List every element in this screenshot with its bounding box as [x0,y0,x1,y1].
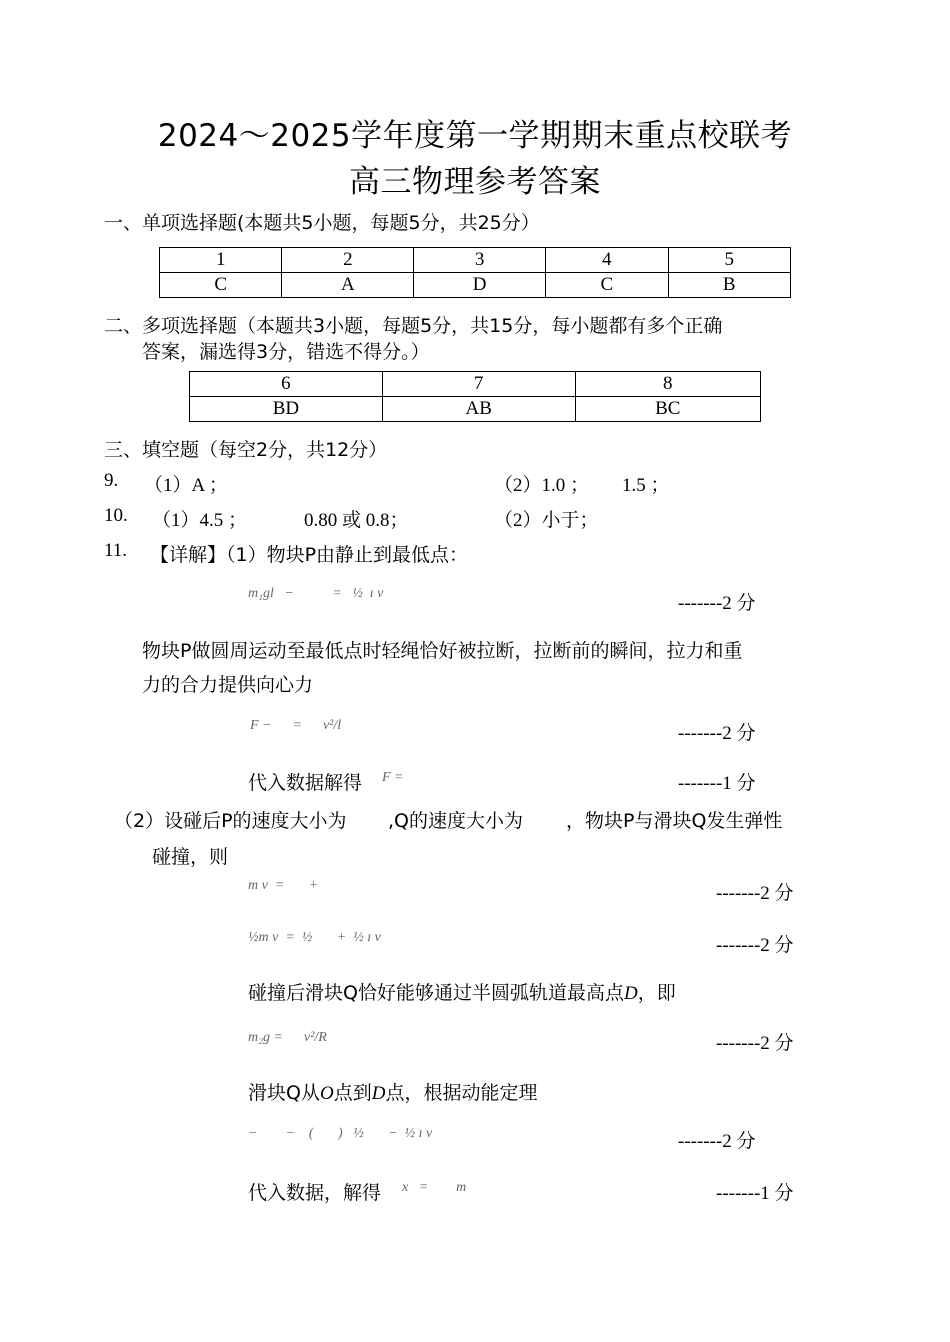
question-number: 5 [668,248,790,273]
q11-paragraph-1-line2: 力的合力提供向心力 [142,674,314,696]
formula-tension-result: F = [382,770,404,785]
section1-heading: 一、单项选择题(本题共5小题，每题5分，共25分） [104,212,540,234]
formula-energy-conservation: m₁gl − = ½ ı v [248,586,384,601]
score-mark: -------2 分 [678,723,756,744]
section3-heading: 三、填空题（每空2分，共12分） [104,439,388,461]
formula-top-point-condition: m₂g = v²/R [248,1030,327,1045]
question-number: 7 [382,372,575,397]
title-line-1: 2024～2025学年度第一学期期末重点校联考 [157,118,793,154]
point-o-label: O [319,1083,334,1104]
table-row [190,397,761,422]
q11-paragraph-3-end: ，即 [637,982,676,1004]
q11-substitute-1: 代入数据解得 [248,772,363,794]
q11-intro: 【详解】（1）物块P由静止到最低点： [150,544,469,566]
answer-cell: C [546,273,668,298]
q11-paragraph-4-c: 点，根据动能定理 [385,1082,538,1104]
score-mark: -------2 分 [716,935,794,956]
section2-heading-line1: 二、多项选择题（本题共3小题，每题5分，共15分，每小题都有多个正确 [104,315,723,337]
q11-paragraph-2-line1-c: ，物块P与滑块Q发生弹性 [566,810,783,832]
score-mark: -------2 分 [716,883,794,904]
question-number: 3 [414,248,546,273]
q10-part2: （2）小于； [494,510,599,531]
q10-part1-second-blank: 0.80 或 0.8； [304,510,409,531]
table-row [160,273,791,298]
q11-paragraph-2-line1-b: ,Q的速度大小为 [388,810,523,832]
q11-paragraph-4-b: 点到 [333,1082,372,1104]
score-mark: -------1 分 [716,1183,794,1204]
score-mark: -------2 分 [716,1033,794,1054]
formula-kinetic-energy-conservation: ½m v = ½ + ½ ı v [248,930,381,945]
answer-cell: AB [382,397,575,422]
score-mark: -------1 分 [678,773,756,794]
q9-part1: （1）A ； [144,475,228,496]
q9-number: 9. [104,470,119,491]
q11-paragraph-5: 代入数据，解得 [248,1182,382,1204]
question-number: 6 [190,372,383,397]
section2-answer-table [189,371,761,422]
question-number: 1 [160,248,282,273]
q9-part2: （2）1.0 ； [494,475,590,496]
question-number: 8 [575,372,760,397]
title-line-2: 高三物理参考答案 [349,164,601,200]
q11-paragraph-4-a: 滑块Q从 [248,1082,320,1104]
formula-centripetal-force: F − = v²/l [250,718,342,733]
q9-part2-second-blank: 1.5 ； [622,475,670,496]
answer-cell: A [282,273,414,298]
point-d-label: D [371,1083,386,1104]
question-number: 4 [546,248,668,273]
q11-paragraph-4 [248,1078,537,1105]
table-row [190,372,761,397]
formula-work-energy-theorem: − − ( ) ½ − ½ ı v [248,1126,433,1141]
q10-number: 10. [104,505,128,526]
answer-cell: BC [575,397,760,422]
q11-number: 11. [104,540,128,561]
formula-distance-result: x = m [402,1180,467,1195]
formula-momentum-conservation: m v = + [248,878,333,893]
table-row [160,248,791,273]
answer-cell: C [160,273,282,298]
q11-paragraph-3-text: 碰撞后滑块Q恰好能够通过半圆弧轨道最高点 [248,982,624,1004]
score-mark: -------2 分 [678,593,756,614]
answer-cell: D [414,273,546,298]
section2-heading-line2: 答案，漏选得3分，错选不得分。） [142,341,430,363]
section1-answer-table [159,247,791,298]
question-number: 2 [282,248,414,273]
answer-cell: B [668,273,790,298]
point-d-label: D [623,983,638,1004]
q11-paragraph-1-line1: 物块P做圆周运动至最低点时轻绳恰好被拉断，拉断前的瞬间，拉力和重 [142,640,743,662]
score-mark: -------2 分 [678,1131,756,1152]
answer-cell: BD [190,397,383,422]
q10-part1: （1）4.5 ； [152,510,248,531]
q11-paragraph-3 [248,978,676,1005]
q11-paragraph-2-line2: 碰撞，则 [152,846,229,868]
q11-paragraph-2-line1-a: （2）设碰后P的速度大小为 [114,810,347,832]
